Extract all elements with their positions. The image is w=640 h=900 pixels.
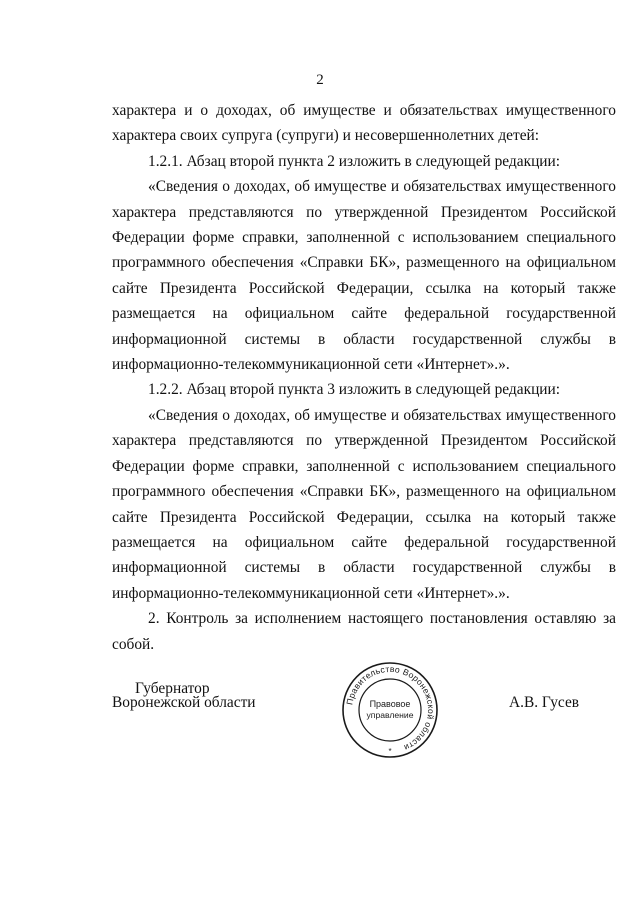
signatory-name: А.В. Гусев [509,694,580,711]
paragraph: 2. Контроль за исполнением настоящего постановления оставляю за собой. [112,610,616,653]
seal-star: * [388,747,392,756]
seal-inner-line-1: Правовое [369,699,411,709]
page-number: 2 [316,72,324,88]
seal-outer-text: Правительство Воронежской области [344,663,437,754]
paragraph: 1.2.1. Абзац второй пункта 2 изложить в следующей редакции: [148,152,561,170]
official-seal-stamp [340,660,440,760]
seal-inner-line-2: управление [366,710,414,720]
paragraph: характера и о доходах, об имуществе и обязательствах имущественного характера своих супруга (супруги) и несовершеннолетних детей: [112,102,616,145]
paragraph: 1.2.2. Абзац второй пункта 3 изложить в следующей редакции: [148,381,561,399]
signatory-region: Воронежской области [112,694,256,711]
signatory-title: Губернатор [135,680,210,697]
paragraph: «Сведения о доходах, об имуществе и обязательствах имущественного характера представляются по утвержденной Президентом Российской Федерации форме справки, заполненной с использованием специального программного обеспечения «Справки БК», размещенного на официальном сайте Президента Российской Федерации, ссылка на который также размещается на официальном сайте федеральной государственной информационной системы в области государственной службы в информационно-телекоммуникационной сети «Интернет».». [112,178,616,374]
paragraph: «Сведения о доходах, об имуществе и обязательствах имущественного характера представляются по утвержденной Президентом Российской Федерации форме справки, заполненной с использованием специального программного обеспечения «Справки БК», размещенного на официальном сайте Президента Российской Федерации, ссылка на который также размещается на официальном сайте федеральной государственной информационной системы в области государственной службы в информационно-телекоммуникационной сети «Интернет».». [112,406,616,602]
